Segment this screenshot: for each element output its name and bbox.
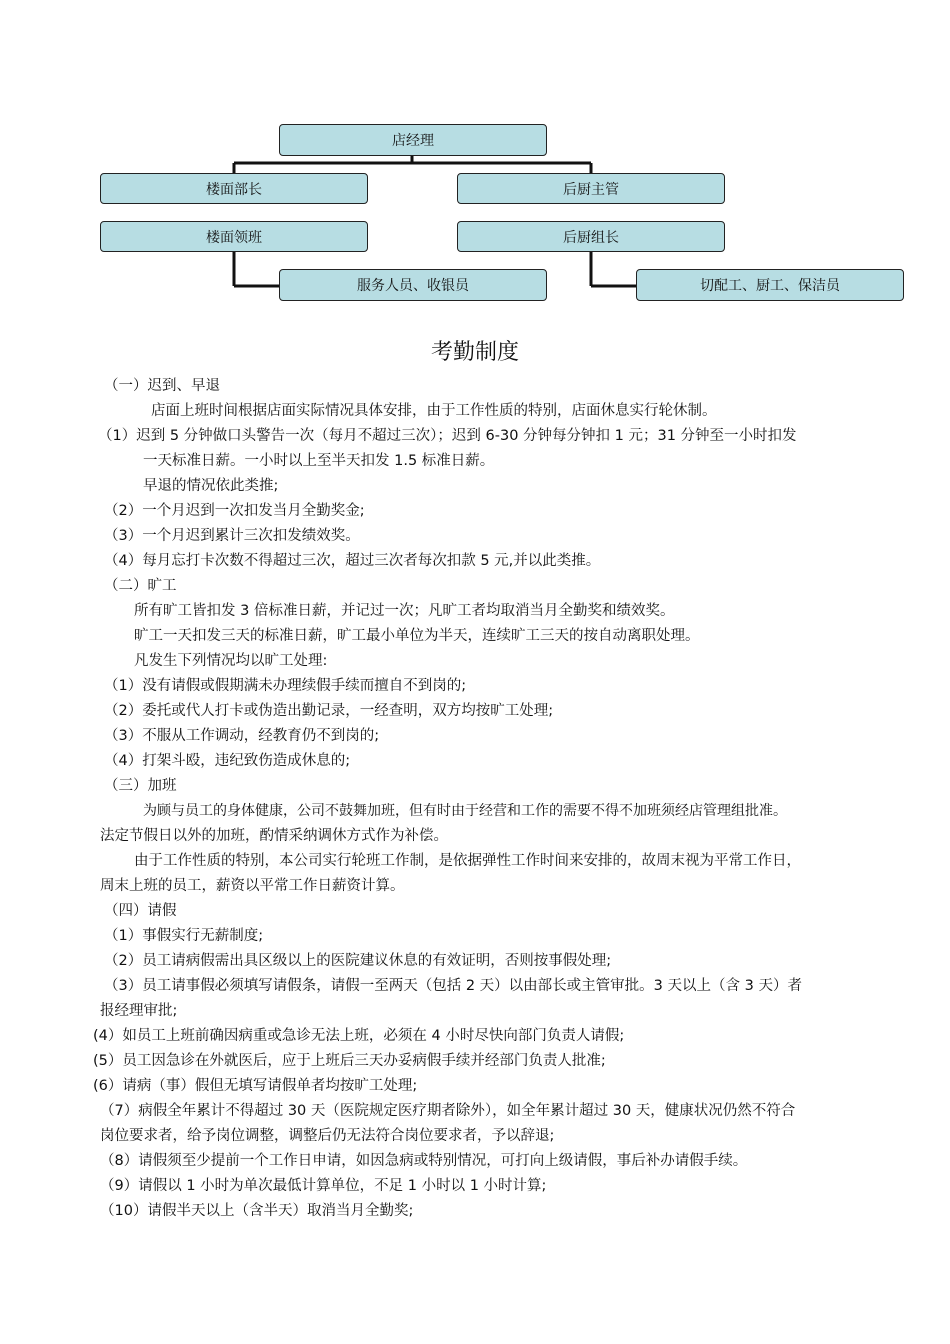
org-box-kitchen-lead bbox=[457, 221, 725, 252]
section-heading: （四）请假 bbox=[104, 903, 177, 919]
section-heading: （一）迟到、早退 bbox=[104, 378, 220, 394]
paragraph-line: 旷工一天扣发三天的标准日薪，旷工最小单位为半天，连续旷工三天的按自动离职处理。 bbox=[134, 628, 700, 644]
org-box-floor-staff bbox=[279, 269, 547, 301]
paragraph-line: 一天标准日薪。一小时以上至半天扣发 1.5 标准日薪。 bbox=[143, 453, 495, 469]
org-box-manager bbox=[279, 124, 547, 156]
org-label-floor-lead: 楼面领班 bbox=[206, 229, 262, 246]
org-box-floor-head bbox=[100, 173, 368, 204]
paragraph-line: 报经理审批; bbox=[100, 1003, 178, 1019]
paragraph-line: （3）一个月迟到累计三次扣发绩效奖。 bbox=[104, 528, 360, 544]
paragraph-line: 为顾与员工的身体健康，公司不鼓舞加班，但有时由于经营和工作的需要不得不加班须经店管理组批准。 bbox=[143, 803, 787, 819]
paragraph-line: （2）员工请病假需出具区级以上的医院建议休息的有效证明，否则按事假处理; bbox=[104, 953, 612, 969]
paragraph-line: 由于工作性质的特别，本公司实行轮班工作制，是依据弹性工作时间来安排的，故周末视为平常工作日， bbox=[134, 853, 801, 869]
section-heading: （二）旷工 bbox=[104, 578, 177, 594]
org-label-floor-head: 楼面部长 bbox=[206, 181, 262, 198]
paragraph-line: （4）每月忘打卡次数不得超过三次，超过三次者每次扣款 5 元,并以此类推。 bbox=[104, 553, 601, 569]
paragraph-line: （8）请假须至少提前一个工作日申请，如因急病或特别情况，可打向上级请假，事后补办请假手续。 bbox=[100, 1153, 748, 1169]
org-box-kitchen-staff bbox=[636, 269, 904, 301]
page-title: 考勤制度 bbox=[430, 340, 519, 365]
org-label-floor-staff: 服务人员、收银员 bbox=[357, 278, 469, 294]
paragraph-line: （1）事假实行无薪制度; bbox=[104, 928, 264, 944]
org-label-kitchen-staff: 切配工、厨工、保洁员 bbox=[700, 278, 840, 294]
paragraph-line: (5）员工因急诊在外就医后，应于上班后三天办妥病假手续并经部门负责人批准; bbox=[93, 1053, 606, 1069]
paragraph-line: （9）请假以 1 小时为单次最低计算单位，不足 1 小时以 1 小时计算; bbox=[100, 1178, 547, 1194]
paragraph-line: （4）打架斗殴，违纪致伤造成休息的; bbox=[104, 753, 351, 769]
paragraph-line: 店面上班时间根据店面实际情况具体安排，由于工作性质的特别，店面休息实行轮休制。 bbox=[151, 403, 717, 419]
paragraph-line: （10）请假半天以上（含半天）取消当月全勤奖; bbox=[100, 1203, 414, 1219]
paragraph-line: （7）病假全年累计不得超过 30 天（医院规定医疗期者除外），如全年累计超过 30 天，健康状况仍然不符合 bbox=[100, 1103, 796, 1119]
paragraph-line: 早退的情况依此类推; bbox=[143, 478, 279, 494]
paragraph-line: 所有旷工皆扣发 3 倍标准日薪，并记过一次；凡旷工者均取消当月全勤奖和绩效奖。 bbox=[134, 603, 675, 619]
paragraph-line: (6）请病（事）假但无填写请假单者均按旷工处理; bbox=[93, 1078, 418, 1094]
paragraph-line: （2）一个月迟到一次扣发当月全勤奖金; bbox=[104, 503, 365, 519]
paragraph-line: （3）员工请事假必须填写请假条，请假一至两天（包括 2 天）以由部长或主管审批。3 天以上（含 3 天）者 bbox=[104, 978, 802, 994]
paragraph-line: 法定节假日以外的加班，酌情采纳调休方式作为补偿。 bbox=[100, 828, 448, 844]
paragraph-line: （3）不服从工作调动，经教育仍不到岗的; bbox=[104, 728, 380, 744]
paragraph-line: 凡发生下列情况均以旷工处理: bbox=[134, 653, 328, 669]
org-box-kitchen-head bbox=[457, 173, 725, 204]
org-label-kitchen-lead: 后厨组长 bbox=[563, 229, 619, 246]
paragraph-line: （1）迟到 5 分钟做口头警告一次（每月不超过三次）；迟到 6-30 分钟每分钟扣 1 元；31 分钟至一小时扣发 bbox=[98, 428, 797, 444]
org-label-manager: 店经理 bbox=[392, 133, 434, 149]
org-label-kitchen-head: 后厨主管 bbox=[563, 181, 619, 198]
org-box-floor-lead bbox=[100, 221, 368, 252]
section-heading: （三）加班 bbox=[104, 778, 177, 794]
paragraph-line: (4）如员工上班前确因病重或急诊无法上班，必须在 4 小时尽快向部门负责人请假; bbox=[93, 1028, 625, 1044]
paragraph-line: （2）委托或代人打卡或伪造出勤记录，一经查明，双方均按旷工处理; bbox=[104, 703, 554, 719]
paragraph-line: （1）没有请假或假期满未办理续假手续而擅自不到岗的; bbox=[104, 678, 467, 694]
paragraph-line: 岗位要求者，给予岗位调整，调整后仍无法符合岗位要求者，予以辞退; bbox=[100, 1128, 555, 1144]
paragraph-line: 周末上班的员工，薪资以平常工作日薪资计算。 bbox=[100, 878, 405, 894]
